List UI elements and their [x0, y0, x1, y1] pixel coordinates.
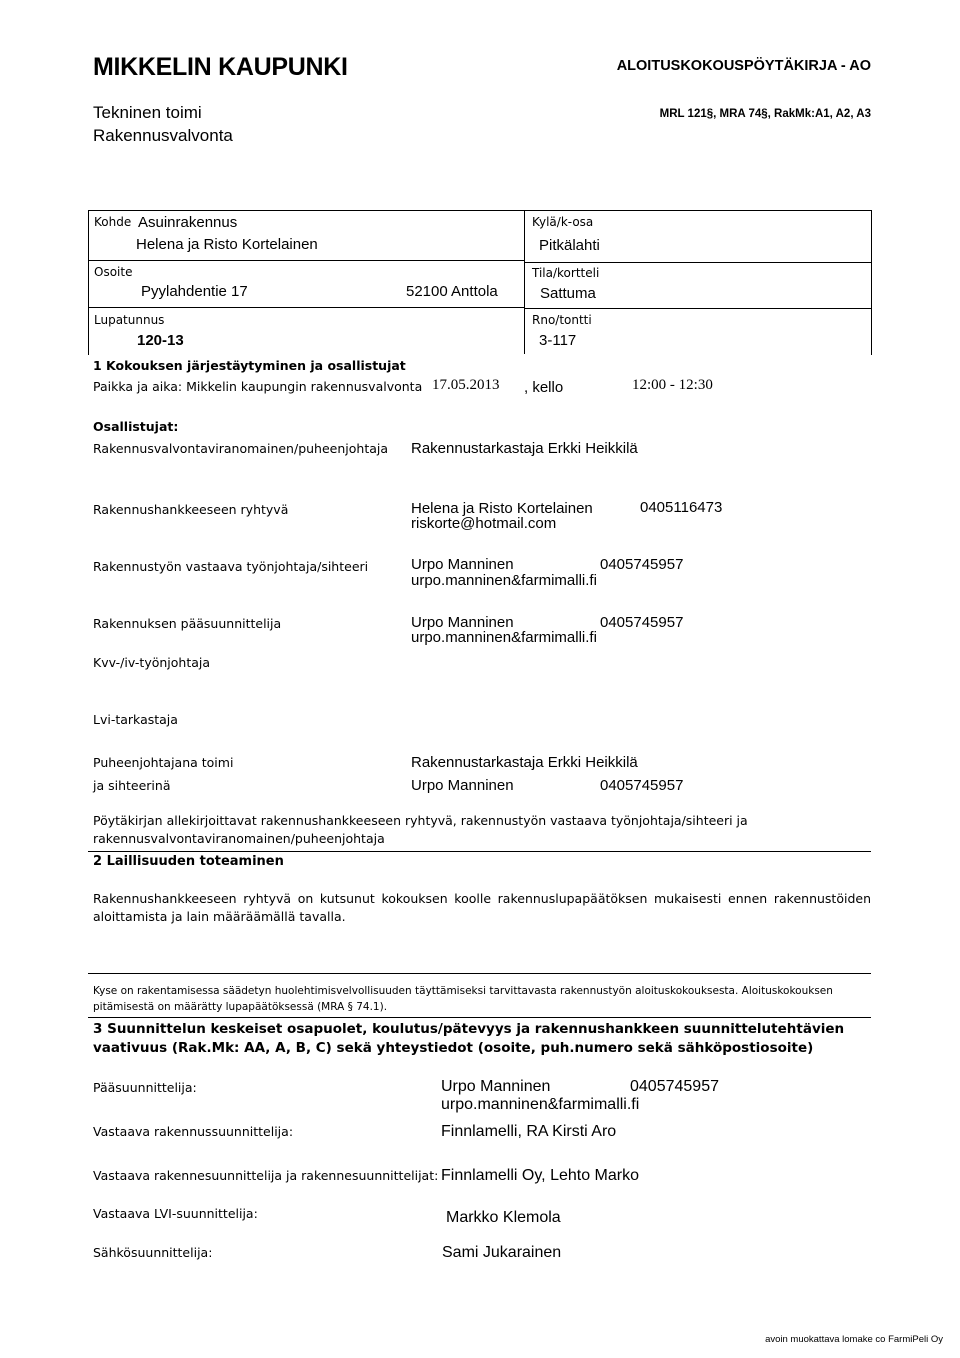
designer-name: Finnlamelli Oy, Lehto Marko	[441, 1167, 639, 1184]
kyla-value: Pitkälahti	[539, 237, 600, 254]
designer-label: Vastaava rakennussuunnittelija:	[93, 1124, 294, 1139]
site-row-divider	[88, 307, 525, 308]
chair-label: Puheenjohtajana toimi	[93, 755, 234, 770]
participant-phone: 0405116473	[640, 499, 723, 516]
participant-role: Rakennuksen pääsuunnittelija	[93, 616, 282, 631]
rno-value: 3-117	[539, 332, 577, 349]
kello-label: , kello	[524, 379, 564, 396]
note-bottom-border	[88, 1017, 871, 1018]
participant-role: Rakennustyön vastaava työnjohtaja/sihteeri	[93, 559, 369, 574]
participant-email: riskorte@hotmail.com	[411, 515, 557, 532]
participant-role: Rakennushankkeeseen ryhtyvä	[93, 502, 289, 517]
department-name: Tekninen toimi	[93, 103, 202, 122]
tila-value: Sattuma	[540, 285, 596, 302]
designer-label: Pääsuunnittelija:	[93, 1080, 197, 1095]
designer-name: Markko Klemola	[446, 1209, 561, 1226]
site-row-divider	[88, 260, 525, 261]
participant-role: Lvi-tarkastaja	[93, 712, 178, 727]
signing-statement: Pöytäkirjan allekirjoittavat rakennushankkeeseen ryhtyvä, rakennustyön vastaava työnjohtaja/sihteeri ja rakennusvalvontaviranomainen/puheenjohtaja	[93, 813, 748, 846]
postal-address: 52100 Anttola	[406, 283, 498, 300]
kohde-value: Asuinrakennus	[138, 214, 238, 231]
participant-phone: 0405745957	[600, 556, 684, 573]
secretary-label: ja sihteerinä	[93, 778, 171, 793]
lupatunnus-value: 120-13	[137, 332, 184, 349]
participant-name: Urpo Manninen	[411, 556, 514, 573]
participant-name: Helena ja Risto Kortelainen	[411, 500, 593, 517]
participant-phone: 0405745957	[600, 614, 684, 631]
participant-name: Urpo Manninen	[411, 614, 514, 631]
street-address: Pyylahdentie 17	[141, 283, 248, 300]
site-row-divider	[525, 262, 871, 263]
osoite-label: Osoite	[94, 265, 133, 279]
note-top-border	[88, 973, 871, 974]
tila-label: Tila/kortteli	[532, 266, 600, 280]
owner-name: Helena ja Risto Kortelainen	[136, 236, 318, 253]
city-title: MIKKELIN KAUPUNKI	[93, 53, 348, 81]
participant-role: Rakennusvalvontaviranomainen/puheenjohtaja	[93, 441, 389, 456]
designer-name: Finnlamelli, RA Kirsti Aro	[441, 1123, 617, 1140]
participant-email: urpo.manninen&farmimalli.fi	[411, 629, 597, 646]
meeting-time: 12:00 - 12:30	[632, 377, 713, 393]
participant-role: Kvv-/iv-työnjohtaja	[93, 655, 211, 670]
participant-email: urpo.manninen&farmimalli.fi	[411, 572, 597, 589]
participants-heading: Osallistujat:	[93, 419, 179, 434]
designer-label: Vastaava LVI-suunnittelija:	[93, 1206, 258, 1221]
legal-references: MRL 121§, MRA 74§, RakMk:A1, A2, A3	[659, 108, 871, 120]
site-row-divider	[525, 308, 871, 309]
legal-note: Kyse on rakentamisessa säädetyn huolehtimisvelvollisuuden täyttämiseksi tarvittavasta rakennustyön aloituskokouksesta. Aloituskokouksen pitämisestä on määrätty lupapäätöksessä (MRA § 74.1).	[93, 985, 833, 1013]
section2-heading: 2 Laillisuuden toteaminen	[93, 854, 284, 869]
rno-label: Rno/tontti	[532, 313, 592, 327]
designer-label: Vastaava rakennesuunnittelija ja rakennesuunnittelijat:	[93, 1168, 439, 1183]
designer-email: urpo.manninen&farmimalli.fi	[441, 1096, 640, 1113]
designer-label: Sähkösuunnittelija:	[93, 1245, 213, 1260]
lupatunnus-label: Lupatunnus	[94, 313, 165, 327]
secretary-phone: 0405745957	[600, 777, 684, 794]
section-divider	[88, 851, 871, 852]
section1-heading: 1 Kokouksen järjestäytyminen ja osallistujat	[93, 358, 406, 373]
site-box-divider	[524, 210, 525, 354]
designer-name: Urpo Manninen	[441, 1078, 551, 1095]
meeting-date: 17.05.2013	[432, 377, 500, 393]
place-and-time-label: Paikka ja aika: Mikkelin kaupungin rakennusvalvonta	[93, 379, 423, 394]
participant-name: Rakennustarkastaja Erkki Heikkilä	[411, 440, 638, 457]
designer-name: Sami Jukarainen	[442, 1244, 562, 1261]
kyla-label: Kylä/k-osa	[532, 215, 594, 229]
kohde-label: Kohde	[94, 215, 132, 229]
chair-name: Rakennustarkastaja Erkki Heikkilä	[411, 754, 638, 771]
unit-name: Rakennusvalvonta	[93, 126, 233, 145]
secretary-name: Urpo Manninen	[411, 777, 514, 794]
document-type: ALOITUSKOKOUSPÖYTÄKIRJA - AO	[616, 58, 871, 74]
section2-text: Rakennushankkeeseen ryhtyvä on kutsunut kokouksen koolle rakennuslupapäätöksen mukaisesti ennen rakennustöiden aloittamista ja lain määräämällä tavalla.	[93, 891, 871, 924]
designer-phone: 0405745957	[630, 1078, 719, 1095]
footer-note: avoin muokattava lomake co FarmiPeli Oy	[765, 1334, 943, 1345]
section3-heading: 3 Suunnittelun keskeiset osapuolet, koulutus/pätevyys ja rakennushankkeen suunnittelutehtävien vaativuus (Rak.Mk: AA, A, B, C) sekä yhteystiedot (osoite, puh.numero sekä sähköpostiosoite)	[93, 1021, 845, 1056]
